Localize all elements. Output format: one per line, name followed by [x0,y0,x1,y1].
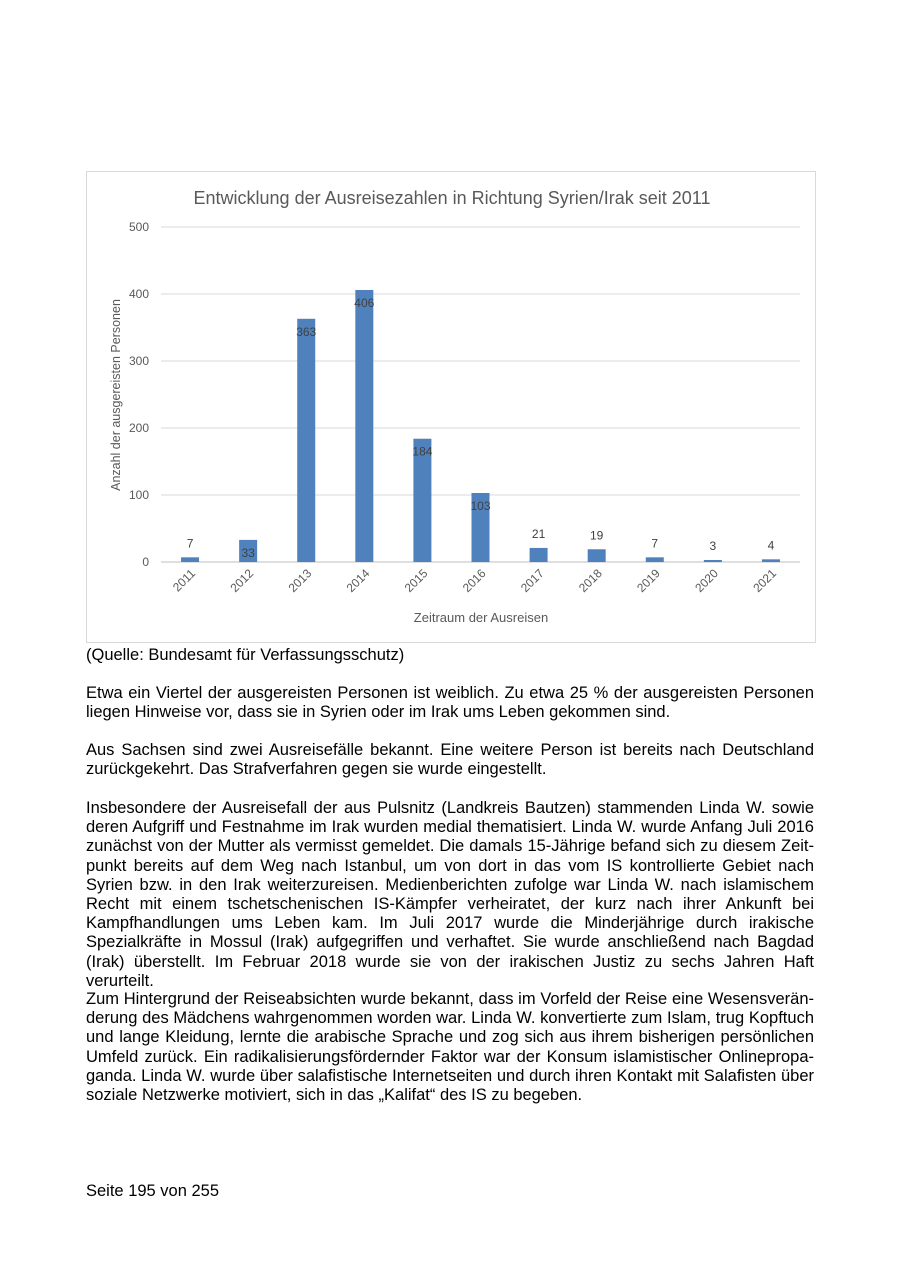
y-tick-label: 100 [128,488,149,502]
y-tick-label: 300 [128,354,149,368]
paragraph-4: Zum Hintergrund der Reiseabsichten wurde bekannt, dass im Vorfeld der Reise eine Wesensveränderung des Mädchens wahrgenommen worden war. Linda W. konvertierte zum Islam, trug Kopftuch und lange Kleidung, lernte die arabische Sprache und zog sich aus ihrem bisherigen persönlichen Umfeld zurück. Ein radikalisierungsfördernder Faktor war der Konsum islamistischer Onlinepropaganda. Linda W. wurde über salafistische Internetseiten und durch ihren Kontakt mit Salafisten über soziale Netzwerke motiviert, sich in das „Kalifat“ des IS zu begeben. [86,990,814,1105]
x-tick-label: 2019 [634,566,663,596]
data-label: 7 [186,536,194,551]
data-label: 363 [296,324,317,339]
x-tick-label: 2021 [750,566,780,596]
y-tick-label: 0 [142,555,149,569]
chart-frame [86,171,816,643]
data-label: 33 [241,545,255,560]
x-tick-label: 2016 [459,566,489,596]
data-label: 184 [412,444,433,459]
x-tick-labels [170,566,779,595]
x-tick-label: 2017 [517,566,547,596]
x-tick-label: 2020 [692,566,721,596]
y-axis-label: Anzahl der ausgereisten Personen [109,299,123,491]
data-label: 406 [354,295,375,310]
bar [646,557,664,562]
bar [530,548,548,562]
paragraph-2: Aus Sachsen sind zwei Ausreisefälle bekannt. Eine weitere Person ist bereits nach Deutschland zurückgekehrt. Das Strafverfahren gegen sie wurde eingestellt. [86,741,814,779]
x-tick-label: 2018 [576,566,605,596]
paragraph-3: Insbesondere der Ausreisefall der aus Pulsnitz (Landkreis Bautzen) stammenden Linda W. sowie deren Aufgriff und Festnahme im Irak wurden medial thematisiert. Linda W. wurde Anfang Juli 2016 zunächst von der Mutter als vermisst gemeldet. Die damals 15-Jährige befand sich zu diesem Zeitpunkt bereits auf dem Weg nach Istanbul, um von dort in das vom IS kontrollierte Gebiet nach Syrien bzw. in den Irak weiterzureisen. Medienberichten zufolge war Linda W. nach islamischem Recht mit einem tschetschenischen IS-Kämpfer verheiratet, der kurz nach ihrer Ankunft bei Kampfhandlungen ums Leben kam. Im Juli 2017 wurde die Minderjährige durch irakische Spezialkräfte in Mossul (Irak) aufgegriffen und verhaftet. Sie wurde anschließend nach Bagdad (Irak) überstellt. Im Februar 2018 wurde sie von der irakischen Justiz zu sechs Jahren Haft verurteilt. [86,799,814,990]
chart-title: Entwicklung der Ausreisezahlen in Richtung Syrien/Irak seit 2011 [193,188,711,208]
x-axis-label: Zeitraum der Ausreisen [413,610,549,625]
x-tick-label: 2013 [285,566,315,596]
bar [355,290,373,562]
bar [181,557,199,562]
data-label: 7 [651,536,659,551]
x-tick-label: 2014 [343,566,373,596]
bar-chart [87,172,817,644]
data-label: 21 [531,526,546,541]
y-tick-label: 200 [128,421,149,435]
x-tick-label: 2011 [170,566,199,595]
y-tick-label: 500 [128,220,149,234]
chart-source-caption: (Quelle: Bundesamt für Verfassungsschutz) [86,646,405,664]
data-label: 4 [767,538,775,553]
bar [297,319,315,562]
bars [181,290,780,562]
page-number: Seite 195 von 255 [86,1182,220,1200]
bar [588,549,606,562]
bar [704,560,722,562]
data-label: 3 [709,538,717,553]
x-tick-label: 2012 [227,566,257,596]
data-label: 103 [470,498,491,513]
x-tick-label: 2015 [401,566,431,596]
data-label: 19 [590,528,604,543]
gridlines [129,220,800,569]
paragraph-1: Etwa ein Viertel der ausgereisten Personen ist weiblich. Zu etwa 25 % der ausgereisten Personen liegen Hinweise vor, dass sie in Syrien oder im Irak ums Leben gekommen sind. [86,684,814,722]
y-tick-label: 400 [128,287,149,301]
bar [762,559,780,562]
